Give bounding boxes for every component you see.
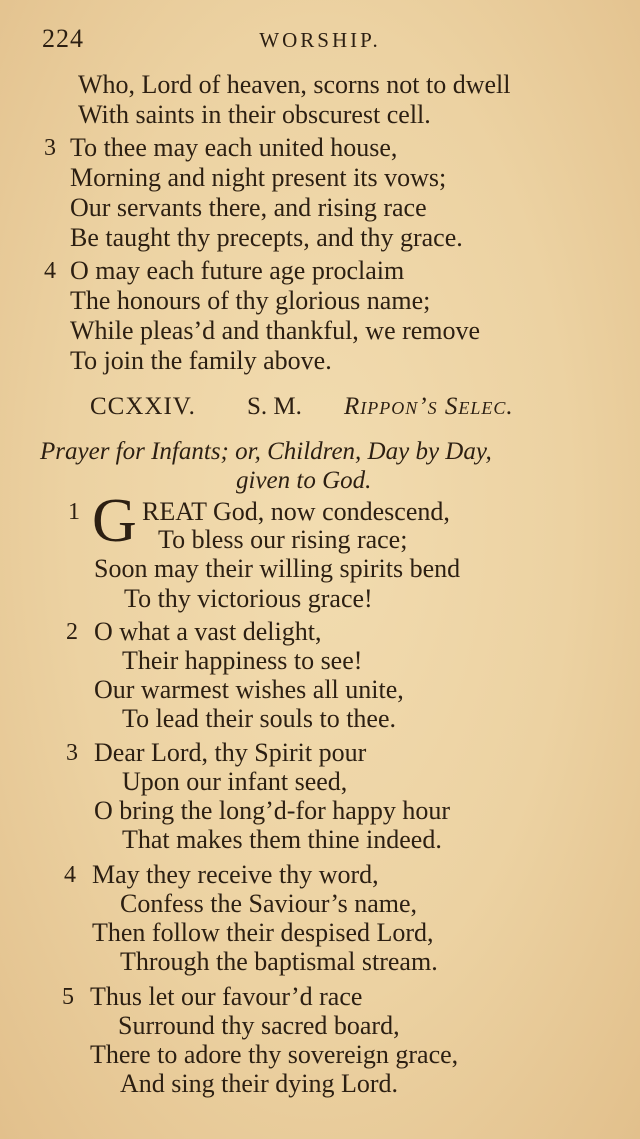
verse-line: REAT God, now condescend,: [142, 497, 450, 526]
stanza-number: 3: [66, 740, 78, 766]
verse-line: Our warmest wishes all unite,: [94, 675, 404, 704]
verse-line: May they receive thy word,: [92, 860, 379, 889]
stanza-number: 2: [66, 619, 78, 645]
verse-line: To lead their souls to thee.: [122, 704, 397, 733]
stanza-number: 5: [62, 984, 74, 1010]
page-number: 224: [42, 24, 84, 53]
verse-line: Confess the Saviour’s name,: [120, 889, 418, 918]
verse-line: To thee may each united house,: [70, 133, 398, 162]
verse-line: To bless our rising race;: [158, 525, 408, 554]
hymn-source: Rippon’s Selec.: [344, 393, 514, 420]
hymn-number: CCXXIV.: [90, 393, 196, 420]
verse-line: O what a vast delight,: [94, 617, 322, 646]
verse-line: Thus let our favour’d race: [90, 982, 363, 1011]
verse-line: While pleas’d and thankful, we remove: [70, 316, 481, 345]
verse-line: Through the baptismal stream.: [120, 947, 438, 976]
verse-line: O bring the long’d-for happy hour: [94, 796, 450, 825]
hymn-meter: S. M.: [247, 393, 302, 420]
verse-line: Morning and night present its vows;: [70, 163, 447, 192]
drop-cap: G: [92, 487, 137, 555]
verse-line: O may each future age proclaim: [70, 256, 405, 285]
stanza-number: 3: [44, 135, 56, 161]
stanza-number: 4: [64, 862, 76, 888]
verse-line: Be taught thy precepts, and thy grace.: [70, 223, 463, 252]
hymn-title: Prayer for Infants; or, Children, Day by Day,: [40, 438, 492, 465]
hymn-title-continued: given to God.: [236, 467, 372, 494]
verse-line: That makes them thine indeed.: [122, 825, 442, 854]
verse-line: With saints in their obscurest cell.: [78, 100, 431, 129]
verse-line: The honours of thy glorious name;: [70, 286, 431, 315]
verse-line: Then follow their despised Lord,: [92, 918, 434, 947]
verse-line: Who, Lord of heaven, scorns not to dwell: [78, 70, 511, 99]
verse-line: And sing their dying Lord.: [120, 1069, 399, 1098]
verse-line: Their happiness to see!: [122, 646, 363, 675]
verse-line: Soon may their willing spirits bend: [94, 554, 461, 583]
verse-line: To join the family above.: [70, 346, 332, 375]
stanza-number: 1: [68, 499, 80, 525]
verse-line: Surround thy sacred board,: [118, 1011, 400, 1040]
verse-line: Dear Lord, thy Spirit pour: [94, 738, 367, 767]
running-head: WORSHIP.: [259, 28, 381, 52]
verse-line: Our servants there, and rising race: [70, 193, 427, 222]
stanza-number: 4: [44, 258, 56, 284]
verse-line: Upon our infant seed,: [122, 767, 348, 796]
verse-line: To thy victorious grace!: [124, 584, 373, 613]
verse-line: There to adore thy sovereign grace,: [90, 1040, 459, 1069]
